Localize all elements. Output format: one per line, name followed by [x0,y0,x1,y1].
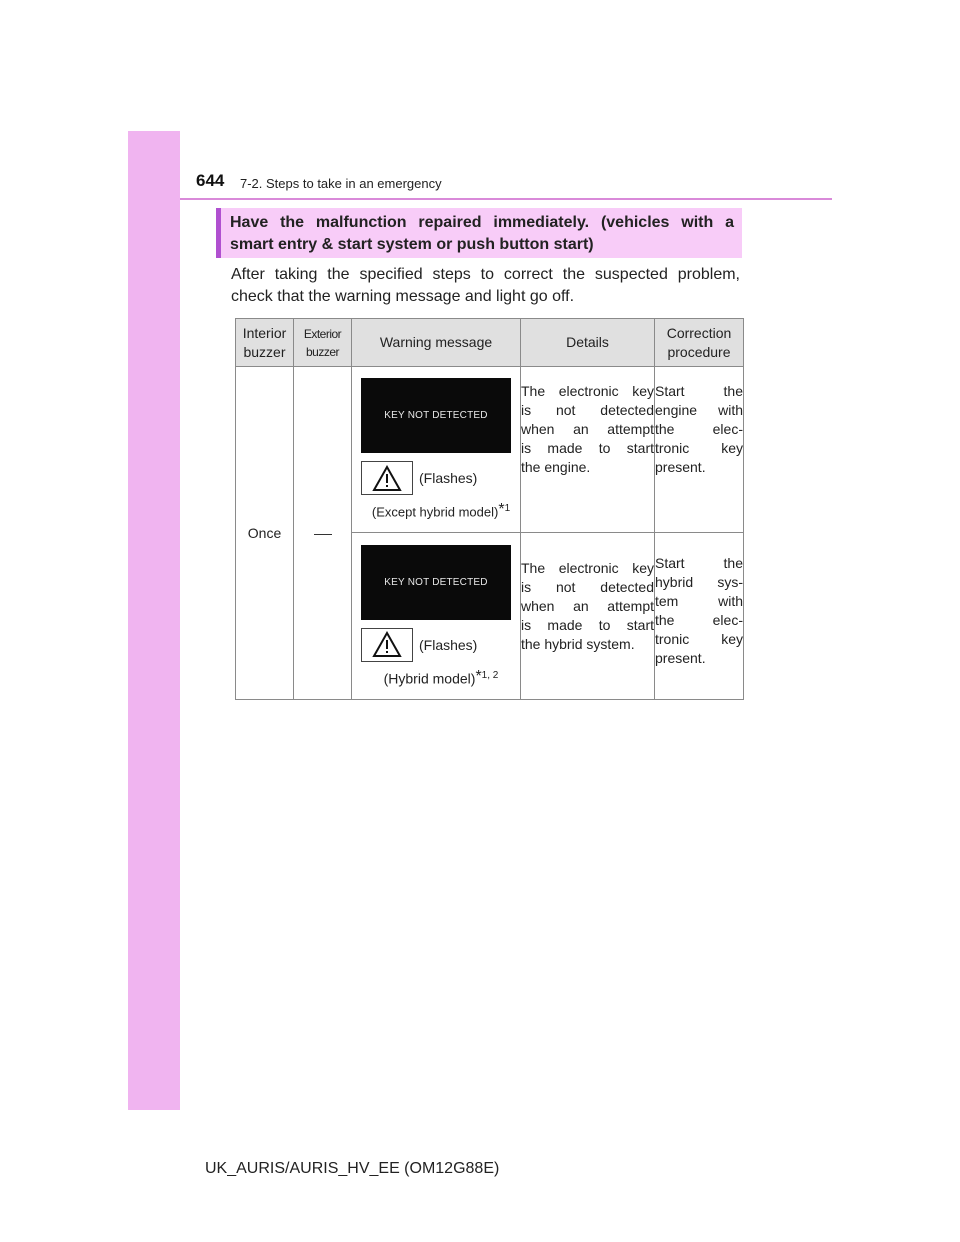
model-note: (Except hybrid model)*$^1$ [371,501,511,520]
footer-document-code: UK_AURIS/AURIS_HV_EE (OM12G88E) [205,1160,500,1177]
callout-line-2: smart entry & start system or push button start) [230,236,594,253]
warning-table [235,318,744,700]
intro-paragraph [231,264,740,308]
section-title: 7-2. Steps to take in an emergency [240,176,442,191]
flashes-label: (Flashes) [419,470,478,486]
warning-message-cell [352,533,521,700]
warning-triangle-icon [361,461,413,495]
callout-heading [216,208,742,258]
display-screen: KEY NOT DETECTED [361,378,511,453]
correction-cell: Start the engine with the elec- tronic key present. [655,367,744,533]
header-divider [180,198,832,200]
header-details: Details [521,319,655,367]
exterior-buzzer-value [294,367,352,700]
table-row [236,367,744,533]
header-interior-buzzer: Interior buzzer [236,319,294,367]
warning-triangle-icon [361,628,413,662]
side-band [128,131,180,1110]
correction-cell: Start the hybrid sys- tem with the elec- tronic key present. [655,533,744,700]
details-cell: The electronic key is not detected when an attempt is made to start the engine. [521,367,655,533]
intro-line-1: After taking the specified steps to correct the suspected problem, [231,266,740,283]
dash-mark [314,534,332,535]
interior-buzzer-value: Once [236,367,294,700]
table-header-row [236,319,744,367]
flashes-label: (Flashes) [419,636,478,653]
header-exterior-buzzer: Exterior buzzer [294,319,352,367]
model-note: (Hybrid model)*$^{1, 2}$ [383,667,499,687]
page-number: 644 [196,171,225,190]
header-warning-message: Warning message [352,319,521,367]
warning-message-cell [352,367,521,533]
display-screen: KEY NOT DETECTED [361,545,511,620]
header-correction-procedure: Correction procedure [655,319,744,367]
intro-line-2: check that the warning message and light go off. [231,288,575,305]
details-cell: The electronic key is not detected when an attempt is made to start the hybrid system. [521,533,655,700]
callout-line-1: Have the malfunction repaired immediately. (vehicles with a [230,214,734,231]
